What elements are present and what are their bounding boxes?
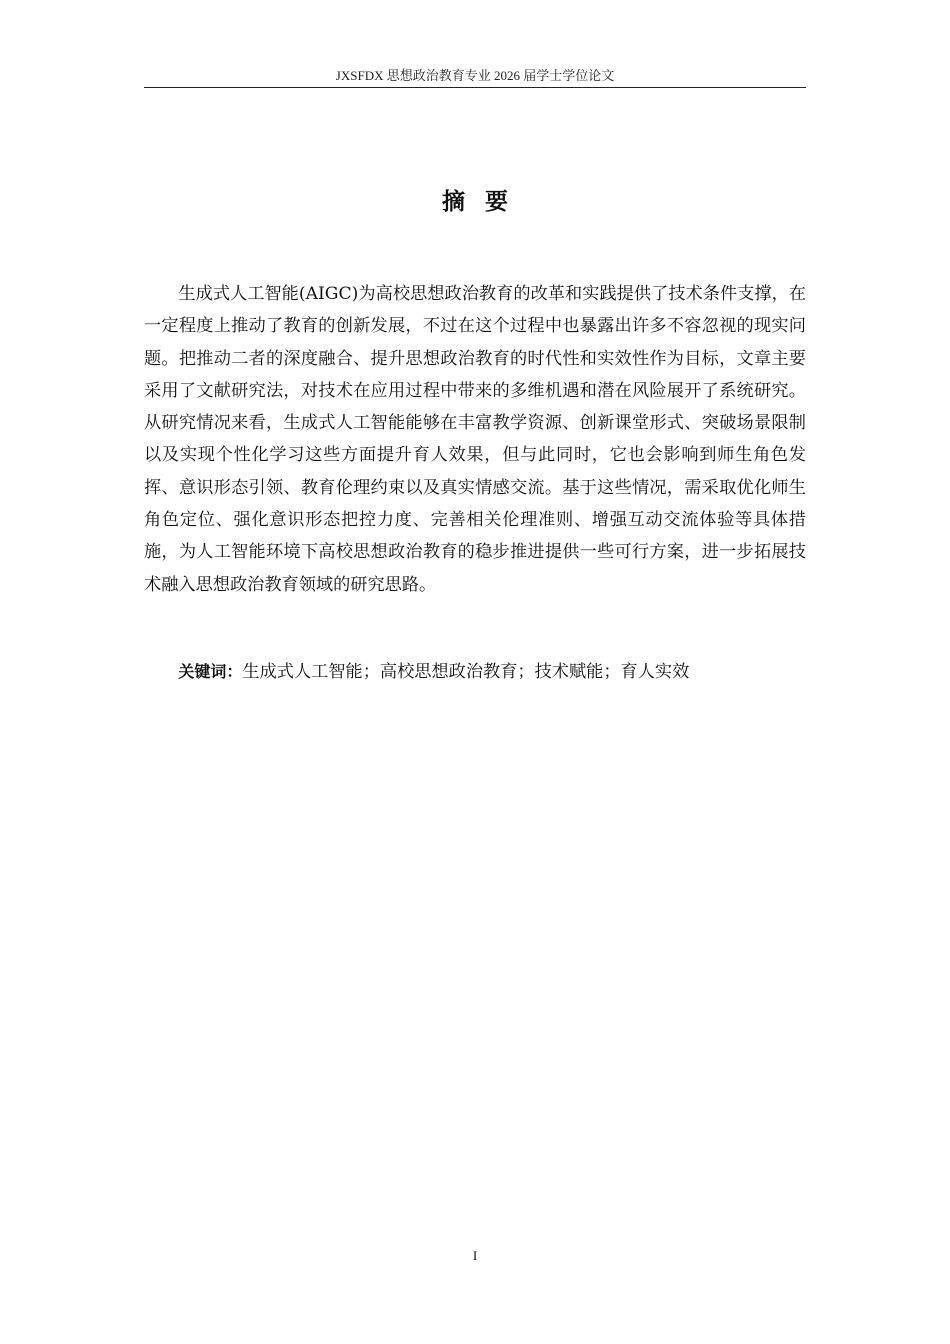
keywords-line: [144, 656, 806, 688]
abstract-title: 摘要: [442, 189, 528, 215]
running-header: JXSFDX 思想政治教育专业 2026 届学士学位论文: [335, 68, 615, 83]
keywords-label: 关键词：: [178, 662, 243, 681]
keywords-value: 生成式人工智能；高校思想政治教育；技术赋能；育人实效: [242, 662, 690, 682]
header-rule: [144, 87, 806, 88]
abstract-body: 生成式人工智能(AIGC)为高校思想政治教育的改革和实践提供了技术条件支撑，在一定程度上推动了教育的创新发展，不过在这个过程中也暴露出许多不容忽视的现实问题。把推动二者的深度融合、提升思想政治教育的时代性和实效性作为目标，文章主要采用了文献研究法，对技术在应用过程中带来的多维机遇和潜在风险展开了系统研究。从研究情况来看，生成式人工智能能够在丰富教学资源、创新课堂形式、突破场景限制以及实现个性化学习这些方面提升育人效果，但与此同时，它也会影响到师生角色发挥、意识形态引领、教育伦理约束以及真实情感交流。基于这些情况，需采取优化师生角色定位、强化意识形态把控力度、完善相关伦理准则、增强互动交流体验等具体措施，为人工智能环境下高校思想政治教育的稳步推进提供一些可行方案，进一步拓展技术融入思想政治教育领域的研究思路。: [144, 284, 806, 595]
page-number: I: [472, 1248, 478, 1263]
